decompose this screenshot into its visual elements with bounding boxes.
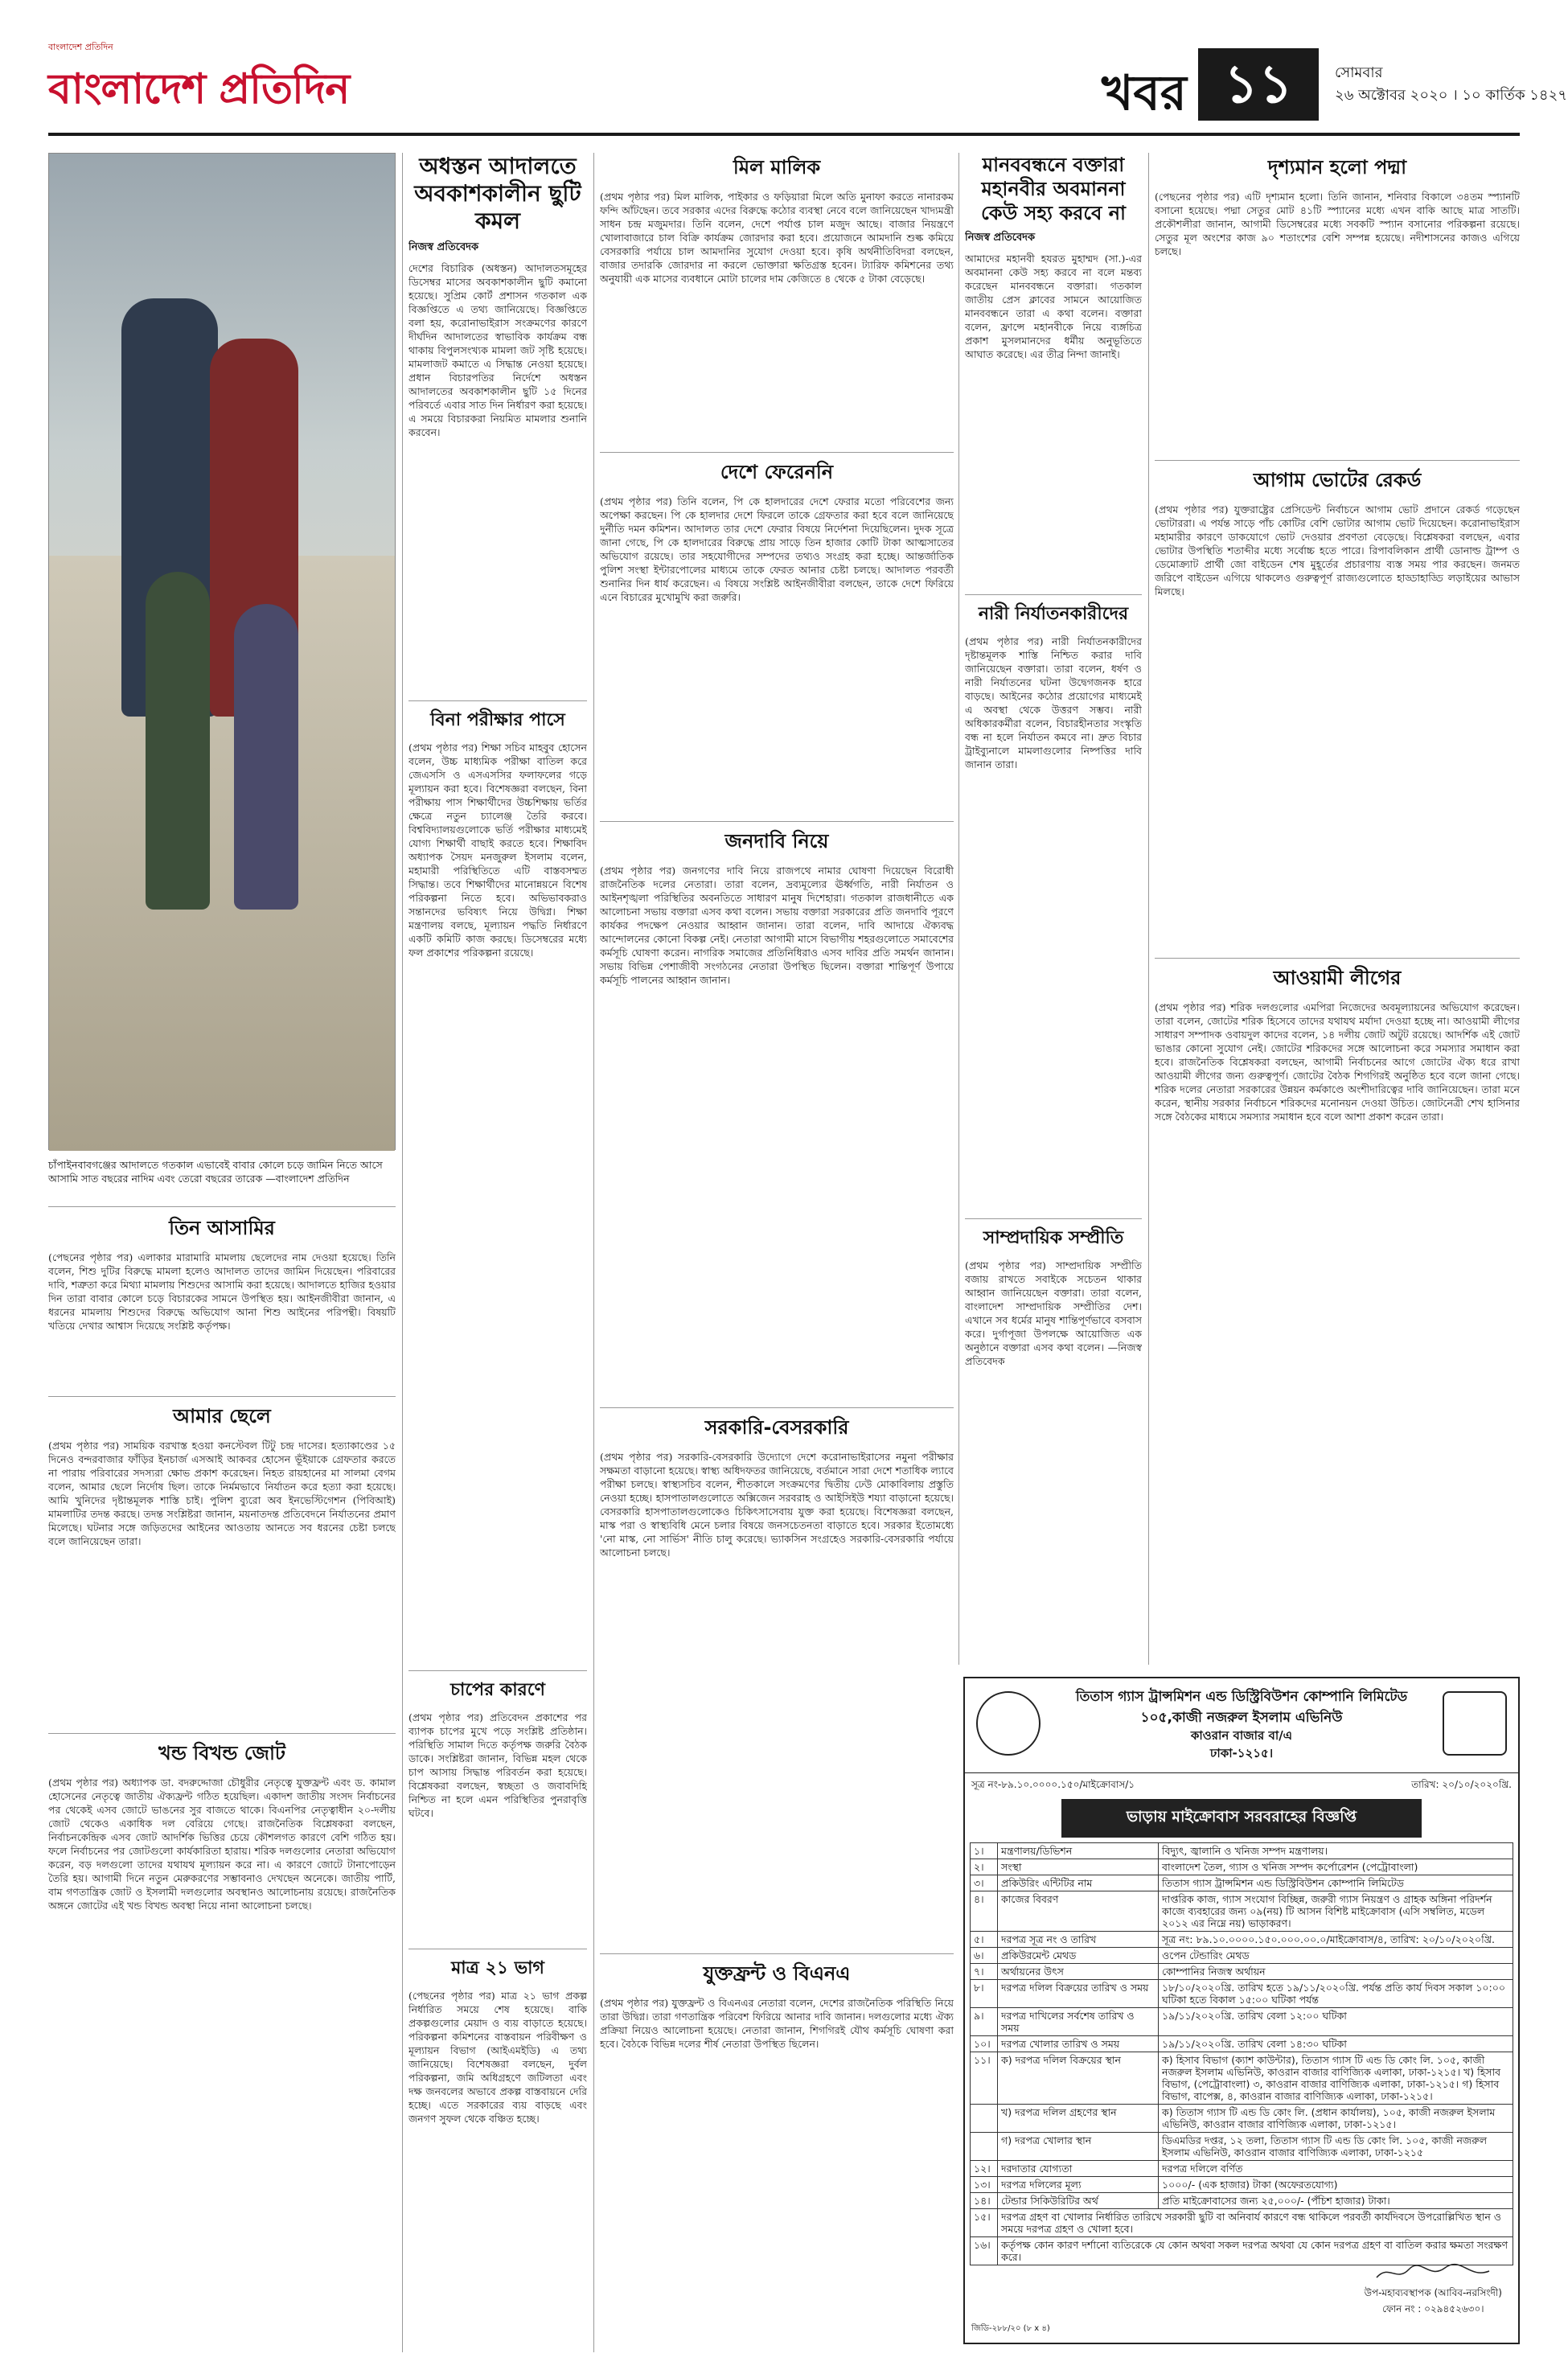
story-headline: খন্ড বিখন্ড জোট (158, 1742, 286, 1764)
notice-row (971, 2193, 1513, 2209)
notice-ref-code: জিডি-২৮৮/২০ (৮ x ৪) (971, 2324, 1050, 2333)
notice-row (971, 2052, 1513, 2105)
notice-row-label: ক) দরপত্র দলিল বিক্রয়ের স্থান (998, 2052, 1159, 2105)
notice-row-number (971, 2105, 998, 2133)
section-title: খবর (1102, 65, 1187, 121)
notice-row-value: কোম্পানির নিজস্ব অর্থায়ন (1159, 1964, 1513, 1980)
column-6 (1155, 153, 1520, 1665)
story-body: (পেছনের পৃষ্ঠার পর) মাত্র ২১ ভাগ প্রকল্প নির্ধারিত সময়ে শেষ হয়েছে। বাকি প্রকল্পগুলোর মেয়াদ ও ব্যয় বাড়াতে হয়েছে। পরিকল্পনা কমিশনের বাস্তবায়ন পরিবীক্ষণ ও মূল্যায়ন বিভাগ (আইএমইডি) এ তথ্য জানিয়েছে। বিশেষজ্ঞরা বলছেন, দুর্বল পরিকল্পনা, জমি অধিগ্রহণে জটিলতা এবং দক্ষ জনবলের অভাবে প্রকল্প বাস্তবায়নে দেরি হচ্ছে। এতে সরকারের ব্যয় বাড়ছে এবং জনগণ সুফল থেকে বঞ্চিত হচ্ছে। (408, 1990, 587, 2125)
notice-row-value: সূত্র নং: ৮৯.১০.০০০০.১৫০.০০০.০০.০/মাইক্রোবাস/৪, তারিখ: ২০/১০/২০২০খ্রি. (1159, 1932, 1513, 1948)
notice-row (971, 2161, 1513, 2177)
story-body: (প্রথম পৃষ্ঠার পর) যুক্তরাষ্ট্রের প্রেসিডেন্ট নির্বাচনে আগাম ভোট প্রদানে রেকর্ড গড়েছেন ভোটাররা। এ পর্যন্ত সাড়ে পাঁচ কোটির বেশি ভোটার আগাম ভোট দিয়েছেন। করোনাভাইরাস মহামারীর কারণে ডাকযোগে ভোট দেওয়ার প্রবণতা বেড়েছে। বিশ্লেষকরা বলছেন, এবার ভোটার উপস্থিতি শতাব্দীর মধ্যে সর্বোচ্চ হতে পারে। রিপাবলিকান প্রার্থী ডোনাল্ড ট্রাম্প ও ডেমোক্র্যাট প্রার্থী জো বাইডেন শেষ মুহূর্তের প্রচারণায় ব্যস্ত সময় পার করছেন। জনমত জরিপে বাইডেন এগিয়ে থাকলেও গুরুত্বপূর্ণ রাজ্যগুলোতে হাড্ডাহাড্ডি লড়াইয়ের আভাস মিলছে। (1155, 503, 1520, 598)
notice-row-number: ১০। (971, 2036, 998, 2052)
notice-row-number: ১৪। (971, 2193, 998, 2209)
story-body: (প্রথম পৃষ্ঠার পর) সরকারি-বেসরকারি উদ্যোগে দেশে করোনাভাইরাসের নমুনা পরীক্ষার সক্ষমতা বাড়ানো হয়েছে। স্বাস্থ্য অধিদফতর জানিয়েছে, বর্তমানে সারা দেশে শতাধিক ল্যাবে পরীক্ষা চলছে। স্বাস্থ্যসচিব বলেন, শীতকালে সংক্রমণের দ্বিতীয় ঢেউ মোকাবিলায় প্রস্তুতি নেওয়া হচ্ছে। হাসপাতালগুলোতে অক্সিজেন সরবরাহ ও আইসিইউ শয্যা বাড়ানো হয়েছে। বেসরকারি হাসপাতালগুলোকেও চিকিৎসাসেবায় যুক্ত করা হয়েছে। বিশেষজ্ঞরা বলছেন, মাস্ক পরা ও স্বাস্থ্যবিধি মেনে চলার বিষয়ে জনসচেতনতা বাড়াতে হবে। সরকার ইতোমধ্যে 'নো মাস্ক, নো সার্ভিস' নীতি চালু করেছে। ভ্যাকসিন সংগ্রহেও সরকারি-বেসরকারি পর্যায়ে আলোচনা চলছে। (600, 1451, 954, 1559)
notice-row-value: ওপেন টেন্ডারিং মেথড (1159, 1948, 1513, 1964)
notice-row-label: টেন্ডার সিকিউরিটির অর্থ (998, 2193, 1159, 2209)
notice-row-value: ক) হিসাব বিভাগ (ক্যাশ কাউন্টার), তিতাস গ্যাস টি এন্ড ডি কোং লি. ১০৫, কাজী নজরুল ইসলাম এভিনিউ, কাওরান বাজার বাণিজ্যিক এলাকা, ঢাকা-১২১৫। খ) হিসাব বিভাগ, (পেট্রোবাংলা) ৩, কাওরান বাজার বাণিজ্যিক এলাকা, ঢাকা-১২১৫। গ) হিসাব বিভাগ, বাপেক্স, ৪, কাওরান বাজার বাণিজ্যিক এলাকা, ঢাকা-১২১৫। (1159, 2052, 1513, 2105)
notice-row (971, 2209, 1513, 2237)
notice-signature-block (1365, 2260, 1502, 2319)
story-headline: বিনা পরীক্ষার পাসে (430, 710, 565, 730)
story-headline: আওয়ামী লীগের (1273, 967, 1402, 989)
story-body: (প্রথম পৃষ্ঠার পর) জনগণের দাবি নিয়ে রাজপথে নামার ঘোষণা দিয়েছেন বিরোধী রাজনৈতিক দলের নেতারা। তারা বলেন, দ্রব্যমূল্যের ঊর্ধ্বগতি, নারী নির্যাতন ও আইনশৃঙ্খলা পরিস্থিতির অবনতিতে সাধারণ মানুষ দিশেহারা। গতকাল রাজধানীতে এক আলোচনা সভায় বক্তারা এসব কথা বলেন। সভায় বক্তারা সরকারের প্রতি জনদাবি পূরণে কার্যকর পদক্ষেপ নেওয়ার আহ্বান জানান। তারা বলেন, দাবি আদায়ে ঐক্যবদ্ধ আন্দোলনের কোনো বিকল্প নেই। নেতারা আগামী মাসে বিভাগীয় শহরগুলোতে সমাবেশের কর্মসূচি ঘোষণা করেন। নাগরিক সমাজের প্রতিনিধিরাও এসব দাবির প্রতি সমর্থন জানান। সভায় বিভিন্ন পেশাজীবী সংগঠনের নেতারা উপস্থিত ছিলেন। বক্তারা শান্তিপূর্ণ উপায়ে কর্মসূচি পালনের আহ্বান জানান। (600, 865, 954, 986)
page-number: ১১ (1198, 48, 1319, 121)
notice-row-number: ১৫। (971, 2209, 998, 2237)
notice-row-label: কাজের বিবরণ (998, 1891, 1159, 1932)
story-headline: সরকারি-বেসরকারি (704, 1416, 849, 1439)
notice-title: ভাড়ায় মাইক্রোবাস সরবরাহের বিজ্ঞপ্তি (1061, 1799, 1422, 1838)
notice-row-number: ৯। (971, 2008, 998, 2036)
notice-row-number: ১৩। (971, 2177, 998, 2193)
signature-image (1373, 2260, 1493, 2284)
notice-row-value: বাংলাদেশ তৈল, গ্যাস ও খনিজ সম্পদ কর্পোরেশন (পেট্রোবাংলা) (1159, 1859, 1513, 1875)
story-headline: নারী নির্যাতনকারীদের (978, 604, 1129, 624)
notice-row-number: ৭। (971, 1964, 998, 1980)
notice-row (971, 2105, 1513, 2133)
notice-row-value: ডিএমডির দপ্তর, ১২ তলা, তিতাস গ্যাস টি এন্ড ডি কোং লি. ১০৫, কাজী নজরুল ইসলাম এভিনিউ, কাওরান বাজার বাণিজ্যিক এলাকা, ঢাকা-১২১৫ (1159, 2133, 1513, 2161)
notice-memo: সূত্র নং-৮৯.১০.০০০০.১৫০/মাইক্রোবাস/১ (971, 1779, 1135, 1790)
photo-caption: চাঁপাইনবাবগঞ্জের আদালতে গতকাল এভাবেই বাবার কোলে চড়ে জামিন নিতে আসে আসামি সাত বছরের নাদিম এবং তেরো বছরের তারেক —বাংলাদেশ প্রতিদিন (48, 1159, 383, 1185)
notice-row-number: ১। (971, 1843, 998, 1859)
notice-row (971, 1859, 1513, 1875)
story-headline: সাম্প্রদায়িক সম্প্রীতি (983, 1228, 1124, 1248)
story-headline: অধস্তন আদালতে অবকাশকালীন ছুটি কমল (414, 153, 581, 234)
notice-row-label: দরপত্র সূত্র নং ও তারিখ (998, 1932, 1159, 1948)
story-body: (প্রথম পৃষ্ঠার পর) শিক্ষা সচিব মাহবুব হোসেন বলেন, উচ্চ মাধ্যমিক পরীক্ষা বাতিল করে জেএসসি ও এসএসসির ফলাফলের গড়ে মূল্যায়ন করা হবে। বিশেষজ্ঞরা বলছেন, বিনা পরীক্ষায় পাস শিক্ষার্থীদের উচ্চশিক্ষায় ভর্তির ক্ষেত্রে নতুন চ্যালেঞ্জ তৈরি করবে। বিশ্ববিদ্যালয়গুলোকে ভর্তি পরীক্ষার মাধ্যমেই যোগ্য শিক্ষার্থী বাছাই করতে হবে। শিক্ষাবিদ অধ্যাপক সৈয়দ মনজুরুল ইসলাম বলেন, মহামারী পরিস্থিতিতে এটি বাস্তবসম্মত সিদ্ধান্ত। তবে শিক্ষার্থীদের মানোন্নয়নে বিশেষ পরিকল্পনা নিতে হবে। অভিভাবকরাও সন্তানদের ভবিষ্যৎ নিয়ে উদ্বিগ্ন। শিক্ষা মন্ত্রণালয় বলছে, মূল্যায়ন পদ্ধতি নির্ধারণে একটি কমিটি কাজ করছে। ডিসেম্বরের মধ্যে ফল প্রকাশের পরিকল্পনা রয়েছে। (408, 741, 587, 959)
story-headline: মিল মালিক (733, 156, 821, 179)
column-divider (593, 153, 594, 2352)
notice-row-value: দরপত্র দলিলে বর্ণিত (1159, 2161, 1513, 2177)
notice-row-value: ১৯/১১/২০২০খ্রি. তারিখ বেলা ১২:০০ ঘটিকা (1159, 2008, 1513, 2036)
masthead-rule (48, 133, 1520, 136)
story-body: (পেছনের পৃষ্ঠার পর) এলাকার মারামারি মামলায় ছেলেদের নাম দেওয়া হয়েছে। তিনি বলেন, শিশু দুটির বিরুদ্ধে মামলা হলেও আদালত তাদের জামিন দিয়েছেন। পরিবারের দাবি, শত্রুতা করে মিথ্যা মামলায় শিশুদের আসামি করা হয়েছে। আদালতে হাজির হওয়ার দিন তারা বাবার কোলে চড়ে বিচারকের সামনে উপস্থিত হয়। আইনজীবীরা জানান, এ ধরনের মামলায় শিশুদের বিরুদ্ধে অভিযোগ আনা শিশু আইনের পরিপন্থী। বিষয়টি খতিয়ে দেখার আশ্বাস দিয়েছে সংশ্লিষ্ট কর্তৃপক্ষ। (48, 1251, 396, 1332)
story-headline: আমার ছেলে (173, 1405, 271, 1427)
notice-row (971, 1843, 1513, 1859)
photo-person (146, 572, 210, 910)
notice-row-label: মন্ত্রণালয়/ডিভিশন (998, 1843, 1159, 1859)
story-body: (প্রথম পৃষ্ঠার পর) শরিক দলগুলোর এমপিরা নিজেদের অবমূল্যায়নের অভিযোগ করেছেন। তারা বলেন, জোটের শরিক হিসেবে তাদের যথাযথ মর্যাদা দেওয়া হচ্ছে না। আওয়ামী লীগের সাধারণ সম্পাদক ওবায়দুল কাদের বলেন, ১৪ দলীয় জোট অটুট রয়েছে। আদর্শিক এই জোট ভাঙার কোনো সুযোগ নেই। জোটের শরিকদের সঙ্গে আলোচনা করে সমস্যার সমাধান করা হবে। রাজনৈতিক বিশ্লেষকরা বলছেন, আগামী নির্বাচনের আগে জোটের ঐক্য ধরে রাখা আওয়ামী লীগের জন্য গুরুত্বপূর্ণ। জোটের বৈঠক শিগগিরই অনুষ্ঠিত হবে বলে জানা গেছে। শরিক দলের নেতারা সরকারের উন্নয়ন কর্মকাণ্ডে অংশীদারিত্বের দাবি জানিয়েছেন। তারা মনে করেন, স্থানীয় সরকার নির্বাচনে শরিকদের মনোনয়ন দেওয়া উচিত। জোটনেত্রী শেখ হাসিনার সঙ্গে বৈঠকের মাধ্যমে সমস্যার সমাধান হবে বলে আশা প্রকাশ করেন তারা। (1155, 1001, 1520, 1123)
tender-notice (963, 1677, 1520, 2344)
notice-title-wrap (965, 1799, 1518, 1842)
story-headline: মানববন্ধনে বক্তারা মহানবীর অবমাননা কেউ সহ্য করবে না (981, 154, 1126, 224)
notice-row (971, 2036, 1513, 2052)
story-headline: জনদাবি নিয়ে (724, 830, 829, 852)
column-2 (408, 153, 587, 2352)
story-headline: আগাম ভোটের রেকর্ড (1253, 469, 1422, 491)
story-body: (প্রথম পৃষ্ঠার পর) সাম্প্রদায়িক সম্প্রীতি বজায় রাখতে সবাইকে সচেতন থাকার আহ্বান জানিয়েছেন বক্তারা। তারা বলেন, বাংলাদেশ সাম্প্রদায়িক সম্প্রীতির দেশ। এখানে সব ধর্মের মানুষ শান্তিপূর্ণভাবে বসবাস করে। দুর্গাপূজা উপলক্ষে আয়োজিত এক অনুষ্ঠানে বক্তারা এসব কথা বলেন। —নিজস্ব প্রতিবেদক (965, 1259, 1142, 1367)
notice-row-label: কর্তৃপক্ষ কোন কারণ দর্শানো ব্যতিরেকে যে কোন অথবা সকল দরপত্র অথবা যে কোন দরপত্র গ্রহণ বা বাতিল করার ক্ষমতা সংরক্ষণ করে। (998, 2237, 1513, 2265)
story-headline: তিন আসামির (169, 1217, 275, 1239)
photo-person (234, 604, 298, 910)
story-body: (প্রথম পৃষ্ঠার পর) অধ্যাপক ডা. বদরুদ্দোজা চৌধুরীর নেতৃত্বে যুক্তফ্রন্ট এবং ড. কামাল হোসেনের নেতৃত্বে জাতীয় ঐক্যফ্রন্ট গঠিত হয়েছিল। একাদশ জাতীয় সংসদ নির্বাচনের পর থেকেই এসব জোটে ভাঙনের সুর বাজতে থাকে। বিএনপির নেতৃত্বাধীন ২০-দলীয় জোট থেকেও একাধিক দল বেরিয়ে গেছে। রাজনৈতিক বিশ্লেষকরা বলছেন, নির্বাচনকেন্দ্রিক এসব জোট আদর্শিক ভিত্তির চেয়ে কৌশলগত কারণে বেশি গঠিত হয়। ফলে নির্বাচনের পর জোটগুলো কার্যকারিতা হারায়। শরিক দলগুলোর নেতারা অভিযোগ করেন, বড় দলগুলো তাদের যথাযথ মূল্যায়ন করে না। এ কারণে জোটে টানাপোড়েন তৈরি হয়। আগামী দিনে নতুন মেরুকরণের সম্ভাবনাও দেখছেন অনেকে। জাতীয় পার্টি, বাম গণতান্ত্রিক জোট ও ইসলামী দলগুলোর অবস্থানও আলোচনায় রয়েছে। রাজনৈতিক অঙ্গনে জোটের এই খন্ড বিখন্ড অবস্থা নিয়ে নানা আলোচনা চলছে। (48, 1776, 396, 1912)
notice-row (971, 1980, 1513, 2008)
notice-row-label: দরপত্র দলিল বিক্রয়ের তারিখ ও সময় (998, 1980, 1159, 2008)
notice-row-number (971, 2133, 998, 2161)
notice-memo-date: তারিখ: ২০/১০/২০২০খ্রি. (1411, 1779, 1512, 1790)
notice-row-label: দরপত্র খোলার তারিখ ও সময় (998, 2036, 1159, 2052)
notice-row (971, 1964, 1513, 1980)
story-headline: যুক্তফ্রন্ট ও বিএনএ (703, 1962, 851, 1985)
story-body: আমাদের মহানবী হযরত মুহাম্মদ (সা.)-এর অবমাননা কেউ সহ্য করবে না বলে মন্তব্য করেছেন মানববন্ধনে বক্তারা। গতকাল জাতীয় প্রেস ক্লাবের সামনে আয়োজিত মানববন্ধনে তারা এ কথা বলেন। বক্তারা বলেন, ফ্রান্সে মহানবীকে নিয়ে ব্যঙ্গচিত্র প্রকাশ মুসলমানদের ধর্মীয় অনুভূতিতে আঘাত করেছে। এর তীব্র নিন্দা জানাই। (965, 253, 1142, 360)
notice-table (970, 1842, 1513, 2265)
notice-company: তিতাস গ্যাস ট্রান্সমিশন এন্ড ডিস্ট্রিবিউশন কোম্পানি লিমিটেড (1075, 1689, 1408, 1705)
weekday: সোমবার (1335, 64, 1383, 81)
column-1 (48, 1206, 396, 2352)
story-body: (প্রথম পৃষ্ঠার পর) নারী নির্যাতনকারীদের দৃষ্টান্তমূলক শাস্তি নিশ্চিত করার দাবি জানিয়েছেন বক্তারা। তারা বলেন, ধর্ষণ ও নারী নির্যাতনের ঘটনা উদ্বেগজনক হারে বাড়ছে। আইনের কঠোর প্রয়োগের মাধ্যমেই এ অবস্থা থেকে উত্তরণ সম্ভব। নারী অধিকারকর্মীরা বলেন, বিচারহীনতার সংস্কৃতি বন্ধ না হলে নির্যাতন কমবে না। দ্রুত বিচার ট্রাইব্যুনালে মামলাগুলোর নিষ্পত্তির দাবি জানান তারা। (965, 635, 1142, 770)
notice-row-label: প্রকিউরমেন্ট মেথড (998, 1948, 1159, 1964)
notice-row-number: ৪। (971, 1891, 998, 1932)
masthead-tagline: বাংলাদেশ প্রতিদিন (48, 42, 113, 52)
story-headline: দেশে ফেরেননি (720, 461, 834, 483)
notice-row-number: ৬। (971, 1948, 998, 1964)
column-3 (600, 153, 954, 2352)
portrait-image (1443, 1691, 1507, 1756)
notice-row-number: ২। (971, 1859, 998, 1875)
story-headline: মাত্র ২১ ভাগ (451, 1958, 544, 1978)
column-divider (1148, 153, 1149, 1665)
story-body: (প্রথম পৃষ্ঠার পর) যুক্তফ্রন্ট ও বিএনএর নেতারা বলেন, দেশের রাজনৈতিক পরিস্থিতি নিয়ে তারা উদ্বিগ্ন। তারা গণতান্ত্রিক পরিবেশ ফিরিয়ে আনার দাবি জানান। দলগুলোর মধ্যে ঐক্য প্রক্রিয়া নিয়েও আলোচনা হয়েছে। নেতারা জানান, শিগগিরই যৌথ কর্মসূচি ঘোষণা করা হবে। বৈঠকে বিভিন্ন দলের শীর্ষ নেতারা উপস্থিত ছিলেন। (600, 1997, 954, 2050)
notice-row-value: প্রতি মাইক্রোবাসের জন্য ২৫,০০০/- (পঁচিশ হাজার) টাকা। (1159, 2193, 1513, 2209)
notice-row-number: ১২। (971, 2161, 998, 2177)
story-byline: নিজস্ব প্রতিবেদক (965, 232, 1036, 244)
notice-row-value: ১৮/১০/২০২০খ্রি. তারিখ হতে ১৯/১১/২০২০খ্রি. পর্যন্ত প্রতি কার্য দিবস সকাল ১০:০০ ঘটিকা হতে বিকাল ১৫:০০ ঘটিকা পর্যন্ত (1159, 1980, 1513, 2008)
notice-row-value: ১৯/১১/২০২০খ্রি. তারিখ বেলা ১৪:৩০ ঘটিকা (1159, 2036, 1513, 2052)
notice-address: ১০৫,কাজী নজরুল ইসলাম এভিনিউ (1140, 1710, 1343, 1726)
notice-row-label: অর্থায়নের উৎস (998, 1964, 1159, 1980)
notice-row-label: প্রকিউরিং এন্টিটির নাম (998, 1875, 1159, 1891)
notice-row-value: ১০০০/- (এক হাজার) টাকা (অফেরতযোগ্য) (1159, 2177, 1513, 2193)
issue-date: ২৬ অক্টোবর ২০২০ । ১০ কার্তিক ১৪২৭ (1335, 87, 1568, 104)
notice-row-label: দরপত্র দাখিলের সর্বশেষ তারিখ ও সময় (998, 2008, 1159, 2036)
notice-row (971, 1875, 1513, 1891)
story-byline: নিজস্ব প্রতিবেদক (408, 241, 479, 253)
notice-row-label: দরদাতার যোগ্যতা (998, 2161, 1159, 2177)
column-5 (965, 153, 1142, 1665)
notice-row-value: ক) তিতাস গ্যাস টি এন্ড ডি কোং লি. (প্রধান কার্যালয়), ১০৫, কাজী নজরুল ইসলাম এভিনিউ, কাওরান বাজার বাণিজ্যিক এলাকা, ঢাকা-১২১৫। (1159, 2105, 1513, 2133)
story-headline: দৃশ্যমান হলো পদ্মা (1267, 156, 1407, 179)
signer-title: উপ-মহাব্যবস্থাপক (আবিব-নরসিংদী) (1364, 2287, 1502, 2298)
story-body: (প্রথম পৃষ্ঠার পর) প্রতিবেদন প্রকাশের পর ব্যাপক চাপের মুখে পড়ে সংশ্লিষ্ট প্রতিষ্ঠান। পরিস্থিতি সামাল দিতে কর্তৃপক্ষ জরুরি বৈঠক ডাকে। সংশ্লিষ্টরা জানান, বিভিন্ন মহল থেকে চাপ আসায় সিদ্ধান্ত পরিবর্তন করা হয়েছে। বিশ্লেষকরা বলছেন, স্বচ্ছতা ও জবাবদিহি নিশ্চিত না হলে এমন পরিস্থিতির পুনরাবৃত্তি ঘটবে। (408, 1711, 587, 1819)
story-body: (প্রথম পৃষ্ঠার পর) সাময়িক বরখাস্ত হওয়া কনস্টেবল টিটু চন্দ্র দাসের। হত্যাকাণ্ডের ১৫ দিনেও বন্দরবাজার ফাঁড়ির ইনচার্জ এসআই আকবর হোসেন ভূঁইয়াকে গ্রেফতার করতে না পারায় পরিবারের সদস্যরা ক্ষোভ প্রকাশ করেছেন। নিহত রায়হানের মা সালমা বেগম বলেন, আমার ছেলে নির্দোষ ছিল। তাকে নির্মমভাবে নির্যাতন করে হত্যা করা হয়েছে। আমি খুনিদের দৃষ্টান্তমূলক শাস্তি চাই। পুলিশ ব্যুরো অব ইনভেস্টিগেশন (পিবিআই) মামলাটির তদন্ত করছে। তদন্ত সংশ্লিষ্টরা জানান, ময়নাতদন্ত প্রতিবেদনে নির্যাতনের প্রমাণ মিলেছে। ঘটনার সঙ্গে জড়িতদের আইনের আওতায় আনতে সব ধরনের চেষ্টা চলছে বলে জানিয়েছেন তারা। (48, 1440, 396, 1547)
notice-row-label: গ) দরপত্র খোলার স্থান (998, 2133, 1159, 2161)
notice-row (971, 2133, 1513, 2161)
company-logo (976, 1691, 1041, 1756)
notice-row (971, 2177, 1513, 2193)
notice-row-label: খ) দরপত্র দলিল গ্রহণের স্থান (998, 2105, 1159, 2133)
news-photo (48, 153, 396, 1150)
story-body: দেশের বিচারিক (অধস্তন) আদালতসমূহের ডিসেম্বর মাসের অবকাশকালীন ছুটি কমানো হয়েছে। সুপ্রিম কোর্ট প্রশাসন গতকাল এক বিজ্ঞপ্তিতে এ তথ্য জানিয়েছে। বিজ্ঞপ্তিতে বলা হয়, করোনাভাইরাস সংক্রমণের কারণে দীর্ঘদিন আদালতের স্বাভাবিক কার্যক্রম বন্ধ থাকায় বিপুলসংখ্যক মামলা জট সৃষ্টি হয়েছে। মামলাজট কমাতে এ সিদ্ধান্ত নেওয়া হয়েছে। প্রধান বিচারপতির নির্দেশে অধস্তন আদালতের অবকাশকালীন ছুটি ১৫ দিনের পরিবর্তে এবার সাত দিন নির্ধারণ করা হয়েছে। এ সময়ে বিচারকরা নিয়মিত মামলার শুনানি করবেন। (408, 262, 587, 438)
notice-row-number: ১১। (971, 2052, 998, 2105)
notice-row-number: ১৬। (971, 2237, 998, 2265)
notice-row-value: দাপ্তরিক কাজ, গ্যাস সংযোগ বিচ্ছিন্ন, জরুরী গ্যাস নিয়ন্ত্রণ ও গ্রাহক অঙ্গিনা পরিদর্শন কাজে ব্যবহারের জন্য ০৯(নয়) টি আসন বিশিষ্ট মাইক্রোবাস (এসি সম্বলিত, মডেল ২০১২ এর নিম্নে নয়) ভাড়াকরণ। (1159, 1891, 1513, 1932)
notice-row (971, 1932, 1513, 1948)
notice-row-value: তিতাস গ্যাস ট্রান্সমিশন এন্ড ডিস্ট্রিবিউশন কোম্পানি লিমিটেড (1159, 1875, 1513, 1891)
notice-row-number: ৮। (971, 1980, 998, 2008)
notice-address: ঢাকা-১২১৫। (1209, 1746, 1274, 1760)
notice-table-wrap (965, 1842, 1518, 2265)
notice-header (965, 1678, 1518, 1773)
notice-row-label: দরপত্র দলিলের মূল্য (998, 2177, 1159, 2193)
story-body: (প্রথম পৃষ্ঠার পর) তিনি বলেন, পি কে হালদারের দেশে ফেরার মতো পরিবেশের জন্য অপেক্ষা করছেন। পি কে হালদার দেশে ফিরলে তাকে গ্রেফতার করা হবে বলে জানিয়েছে দুর্নীতি দমন কমিশন। আদালত তার দেশে ফেরার বিষয়ে নির্দেশনা দিয়েছিলেন। দুদক সূত্রে জানা গেছে, পি কে হালদারের বিরুদ্ধে প্রায় সাড়ে তিন হাজার কোটি টাকা আত্মসাতের অভিযোগ রয়েছে। তার সহযোগীদের সম্পদের তথ্যও সংগ্রহ করা হচ্ছে। আন্তর্জাতিক পুলিশ সংস্থা ইন্টারপোলের মাধ্যমে তাকে ফেরত আনার চেষ্টা চলছে। আদালত পরবর্তী শুনানির দিন ধার্য করেছেন। এ বিষয়ে সংশ্লিষ্ট আইনজীবীরা বলছেন, তাকে দেশে ফিরিয়ে এনে বিচারের মুখোমুখি করা জরুরি। (600, 495, 954, 603)
notice-row-label: সংস্থা (998, 1859, 1159, 1875)
column-divider (402, 153, 403, 2352)
notice-memo-row (965, 1773, 1518, 1799)
newspaper-logo: বাংলাদেশ প্রতিদিন (48, 65, 350, 113)
story-body: (প্রথম পৃষ্ঠার পর) মিল মালিক, পাইকার ও ফড়িয়ারা মিলে অতি মুনাফা করতে নানারকম ফন্দি আঁটছেন। তবে সরকার এদের বিরুদ্ধে কঠোর ব্যবস্থা নেবে বলে জানিয়েছেন খাদ্যমন্ত্রী সাধন চন্দ্র মজুমদার। তিনি বলেন, দেশে পর্যাপ্ত চাল মজুদ আছে। বাজার নিয়ন্ত্রণে খোলাবাজারে চাল বিক্রি কার্যক্রম জোরদার করা হবে। প্রয়োজনে আমদানি শুল্ক কমিয়ে বেসরকারি পর্যায়ে চাল আমদানির সুযোগ দেওয়া হবে। কৃষি অর্থনীতিবিদরা বলছেন, বাজার তদারকি জোরদার না করলে ভোক্তারা ক্ষতিগ্রস্ত হবেন। ট্যারিফ কমিশনের তথ্য অনুযায়ী এক মাসের ব্যবধানে মোটা চালের দাম কেজিতে ৪ থেকে ৫ টাকা বেড়েছে। (600, 191, 954, 285)
notice-row (971, 2008, 1513, 2036)
notice-row-label: দরপত্র গ্রহণ বা খোলার নির্ধারিত তারিখে সরকারী ছুটি বা অনিবার্য কারণে বন্ধ থাকিলে পরবর্তী কার্যদিবসে উপরোল্লিখিত স্থান ও সময়ে দরপত্র গ্রহণ ও খোলা হবে। (998, 2209, 1513, 2237)
notice-row (971, 1891, 1513, 1932)
notice-row-number: ৫। (971, 1932, 998, 1948)
notice-row (971, 1948, 1513, 1964)
notice-row-value: বিদ্যুৎ, জ্বালানি ও খনিজ সম্পদ মন্ত্রণালয়। (1159, 1843, 1513, 1859)
notice-address: কাওরান বাজার বা/এ (1190, 1728, 1293, 1743)
column-divider (958, 153, 959, 1665)
story-body: (পেছনের পৃষ্ঠার পর) এটি দৃশ্যমান হলো। তিনি জানান, শনিবার বিকালে ৩৪তম স্প্যানটি বসানো হয়েছে। পদ্মা সেতুর মোট ৪১টি স্প্যানের মধ্যে এখন বাকি আছে মাত্র সাতটি। প্রকৌশলীরা জানান, আগামী ডিসেম্বরের মধ্যে সবকটি স্প্যান বসানোর পরিকল্পনা রয়েছে। সেতুর মূল অংশের কাজ ৯০ শতাংশের বেশি সম্পন্ন হয়েছে। নদীশাসনের কাজও এগিয়ে চলছে। (1155, 191, 1520, 257)
story-headline: চাপের কারণে (450, 1680, 545, 1700)
notice-row-number: ৩। (971, 1875, 998, 1891)
signer-phone: ফোন নং : ০২৯৪৫২৬৩০। (1382, 2303, 1484, 2314)
